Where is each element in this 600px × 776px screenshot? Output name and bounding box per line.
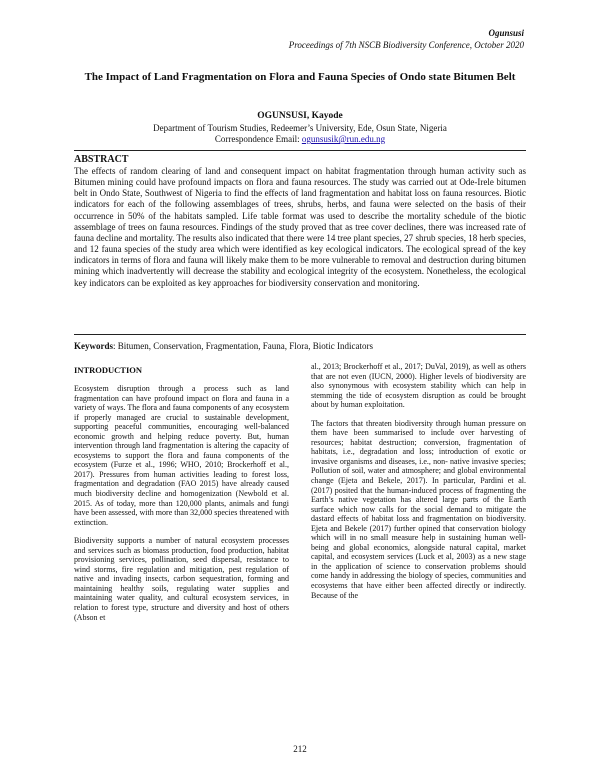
correspondence-email [74, 134, 526, 145]
intro-paragraph-1: Ecosystem disruption through a process such as land fragmentation can have profound impact on flora and fauna in a variety of ways. The flora and fauna components of any ecosystem if properly managed are crucial to sustainable development, supporting peaceful communities, encouraging well-balanced economic growth and helping reduce poverty. But, human intervention through land fragmentation is altering the capacity of ecosystems to support the flora and fauna components of the ecosystem (Furze et al., 1996; WHO, 2010; Brockerhoff et al., 2017). Pressures from human activities leading to forest loss, fragmentation and degradation (FAO 2015) have already caused much biodiversity decline and homogenization (Newbold et al. 2015. As of today, more than 120,000 plants, animals and fungi have been assessed, with more than 32,000 species threatened with extinction. [74, 384, 289, 527]
intro-paragraph-2: Biodiversity supports a number of natural ecosystem processes and services such as biomass production, food production, habitat provisioning services, pollination, seed dispersal, resistance to wind storms, fire regulation and mitigation, pest regulation of native and invading insects, carbon sequestration, forming and maintaining healthy soils, regulating water supplies and maintaining water quality, and cultural ecosystem services, in relation to forest type, structure and diversity and host of others (Abson et [74, 536, 289, 622]
introduction-heading: INTRODUCTION [74, 365, 143, 375]
running-header-author: Ogunsusi [488, 28, 524, 38]
abstract-text: The effects of random clearing of land and consequent impact on habitat fragmentation through human activity such as Bitumen mining could have profound impacts on flora and fauna resources. The study was carried out at Ode-Irele bitumen belt in Ondo State, Southwest of Nigeria to find the effects of land fragmentation and habitat loss on fauna resources. Biotic indicators for each of the following assemblages of trees, shrubs, herbs, and fauna were selected on the basis of their occurrence in 50% of the habitats sampled. Life table format was used to describe the mortality schedule of the biotic assemblage of trees on fauna resources. Findings of the study proved that as tree cover declines, there was increased rate of fauna decline and mortality. The results also indicated that there were 14 tree plant species, 27 shrub species, 18 herb species, and 12 fauna species of the study area which were identified as key ecological indicators. The ecological spread of the key indicators in terms of flora and fauna will likely make them to be more vulnerable to removal and destruction during bitumen mining which inadvertently will decrease the stability and ecological integrity of the ecosystem. Nonetheless, the ecological key indicators can be exploited as key approaches for biodiversity conservation and monitoring. [74, 166, 526, 288]
rule-bottom [74, 334, 526, 335]
email-label: Correspondence Email: [214, 134, 302, 144]
keywords-line [74, 341, 526, 352]
author-name: OGUNSUSI, Kayode [257, 111, 343, 121]
right-paragraph-2: The factors that threaten biodiversity through human pressure on them have been summarised to include over harvesting of resources; habitat destruction; conversion, fragmentation of habitats, i.e., degradation and loss; introduction of exotic or invasive organisms and diseases, i.e., non- native invasive species; Pollution of soil, water and atmosphere; and global environmental change (Ejeta and Bekele, 2017). In particular, Pardini et al. (2017) posited that the human-induced process of fragmenting the Earth’s native vegetation has altered large parts of the Earth surface which now calls for the social demand to mitigate the dastard effects of habitat loss and fragmentation on biodiversity. Ejeta and Bekele (2017) further opined that conservation biology which will in no small measure help in sustaining human well-being and global economics, alongside natural capital, market capital, and ecosystem services (Luck et al, 2003) as a new stage in the application of science to conservation problems should come handy in addressing the biology of species, communities and ecosystems that have either been affected directly or indirectly. Because of the [311, 418, 526, 600]
page-number: 212 [293, 744, 307, 754]
keywords-label: Keywords [74, 341, 113, 351]
keywords-text: : Bitumen, Conservation, Fragmentation, Fauna, Flora, Biotic Indicators [113, 341, 373, 351]
rule-top [74, 150, 526, 151]
abstract-heading: ABSTRACT [74, 154, 129, 165]
right-paragraph-1: al., 2013; Brockerhoff et al., 2017; DuVal, 2019), as well as others that are not even (IUCN, 2000). Higher levels of biodiversity are also synonymous with ecosystem stability which can help in stemming the tide of ecosystem disruption as could be brought about by human exploitation. [311, 362, 526, 410]
author-affiliation: Department of Tourism Studies, Redeemer’s University, Ede, Osun State, Nigeria [153, 123, 447, 133]
email-link[interactable]: ogunsusik@run.edu.ng [301, 134, 386, 144]
left-column [74, 365, 289, 631]
running-header-proceedings: Proceedings of 7th NSCB Biodiversity Conference, October 2020 [288, 40, 524, 50]
right-column [311, 362, 526, 609]
paper-title: The Impact of Land Fragmentation on Flora and Fauna Species of Ondo state Bitumen Belt [84, 71, 516, 83]
